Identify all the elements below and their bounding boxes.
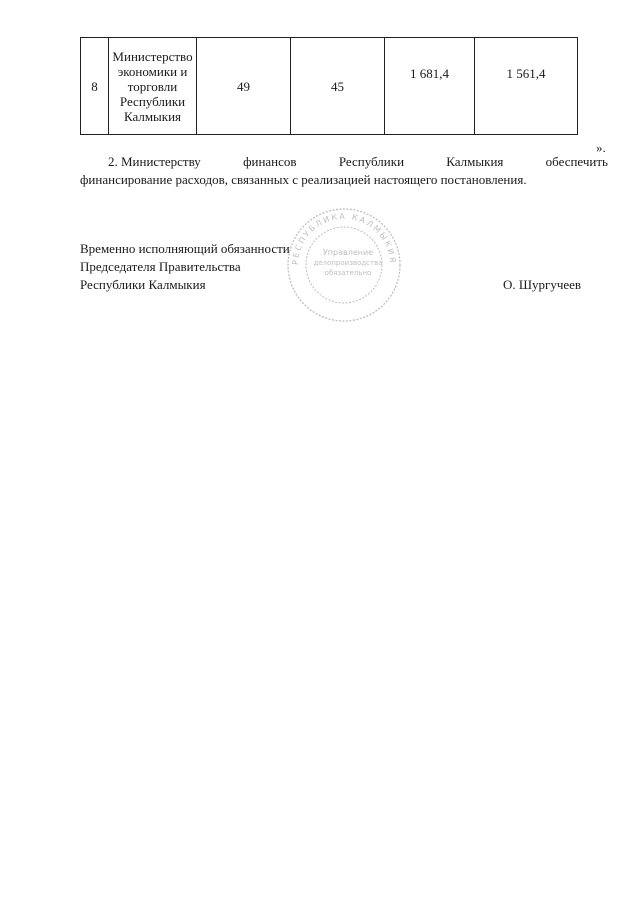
stamp-center-line: делопроизводства bbox=[313, 259, 383, 267]
paragraph-line-1 bbox=[80, 153, 608, 171]
stamp-center-line: Управление bbox=[322, 248, 374, 257]
signatory-title-line: Временно исполняющий обязанности bbox=[80, 241, 290, 256]
signatory-title-line: Председателя Правительства bbox=[80, 259, 241, 274]
paragraph-word: Республики bbox=[338, 154, 405, 169]
ministry-name-cell bbox=[109, 38, 197, 135]
stamp-center-line: обязательно bbox=[324, 269, 372, 277]
signatory-name: О. Шургучеев bbox=[503, 277, 582, 292]
ministry-name-line: Калмыкия bbox=[123, 108, 182, 124]
table-row bbox=[81, 38, 578, 135]
paragraph-word: обеспечить bbox=[545, 154, 608, 169]
row-number: 8 bbox=[81, 38, 109, 135]
paragraph-word: Калмыкия bbox=[446, 154, 504, 169]
closing-quote: ». bbox=[596, 140, 606, 155]
allocation-table bbox=[80, 37, 578, 135]
value-cell-1: 49 bbox=[197, 38, 291, 135]
value-cell-4: 1 561,4 bbox=[475, 38, 578, 135]
paragraph-2 bbox=[80, 153, 608, 189]
value-cell-3: 1 681,4 bbox=[385, 38, 475, 135]
value-cell-2: 45 bbox=[291, 38, 385, 135]
paragraph-word: 2. Министерству bbox=[108, 154, 201, 169]
paragraph-word: финансов bbox=[243, 154, 297, 169]
signatory-title-line: Республики Калмыкия bbox=[80, 277, 206, 292]
paragraph-line-2: финансирование расходов, связанных с реализацией настоящего постановления. bbox=[80, 172, 527, 187]
ministry-name-line: торговли bbox=[127, 78, 178, 94]
ministry-name-line: Министерство bbox=[112, 48, 193, 64]
official-stamp-icon bbox=[284, 205, 404, 325]
signature-block bbox=[80, 240, 290, 294]
stamp-ring-text: РЕСПУБЛИКА КАЛМЫКИЯ bbox=[290, 211, 398, 266]
ministry-name-line: экономики и bbox=[117, 63, 188, 79]
ministry-name-line: Республики bbox=[119, 93, 186, 109]
